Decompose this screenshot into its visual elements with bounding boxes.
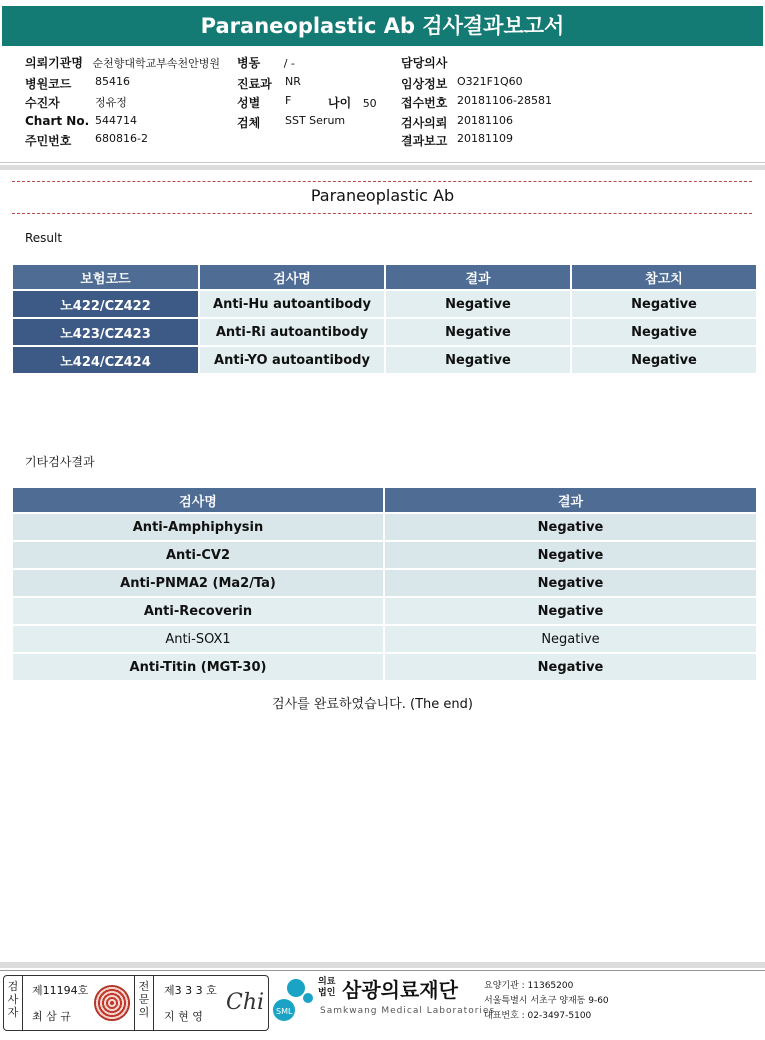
dashed-divider	[12, 213, 752, 214]
specialist-license: 제3 3 3 호	[164, 984, 217, 997]
info-row: Chart No. 544714	[25, 114, 137, 128]
info-row: 병원코드 85416	[25, 75, 130, 91]
test-result: Negative	[386, 347, 570, 373]
logo-text: SML	[276, 1007, 293, 1016]
info-row: 결과보고 20181109	[401, 132, 513, 148]
info-row: 성별 F	[237, 94, 292, 110]
info-row: 임상정보 O321F1Q60	[401, 75, 523, 91]
signature-box	[3, 975, 269, 1031]
test-name: Anti-Amphiphysin	[13, 514, 383, 540]
logo-circle	[303, 993, 313, 1003]
test-name: Anti-Titin (MGT-30)	[13, 654, 383, 680]
test-result: Negative	[385, 542, 756, 568]
specialist-label: 전문의	[138, 980, 150, 1019]
column-header: 보험코드	[13, 265, 198, 289]
test-result: Negative	[385, 626, 756, 652]
tester-license: 제11194호	[32, 984, 89, 997]
table-row	[13, 514, 756, 540]
insurance-code: 노422/CZ422	[13, 291, 198, 317]
test-result: Negative	[386, 319, 570, 345]
info-row: 수진자 정유정	[25, 96, 127, 110]
insurance-code: 노424/CZ424	[13, 347, 198, 373]
divider-band	[0, 165, 765, 170]
info-row: 의뢰기관명 순천향대학교부속천안병원	[25, 56, 220, 70]
signature: Chi	[226, 990, 265, 1015]
test-result: Negative	[385, 654, 756, 680]
divider	[0, 162, 765, 163]
insurance-code: 노423/CZ423	[13, 319, 198, 345]
result-label: Result	[25, 231, 63, 245]
table-row	[13, 654, 756, 680]
column-header: 참고치	[572, 265, 756, 289]
table-header-row	[13, 265, 756, 289]
info-row: 진료과 NR	[237, 75, 301, 91]
other-results-table	[11, 486, 758, 682]
report-title: Paraneoplastic Ab 검사결과보고서	[2, 6, 763, 46]
org-english: Samkwang Medical Laboratories	[320, 1006, 496, 1016]
table-row	[13, 347, 756, 373]
specialist-name: 지 현 영	[164, 1010, 203, 1023]
result-table	[11, 263, 758, 375]
column-header: 검사명	[200, 265, 384, 289]
reference-value: Negative	[572, 347, 756, 373]
test-result: Negative	[385, 598, 756, 624]
age-info: 나이 50	[328, 96, 377, 110]
footer-divider	[0, 970, 765, 971]
footer-band	[0, 962, 765, 968]
test-name: Anti-YO autoantibody	[200, 347, 384, 373]
test-result: Negative	[385, 514, 756, 540]
table-row	[13, 570, 756, 596]
org-code: 요양기관 : 11365200	[484, 981, 574, 991]
table-row	[13, 598, 756, 624]
dashed-divider	[12, 181, 752, 182]
info-row: 담당의사	[401, 56, 448, 70]
info-row: 검사의뢰 20181106	[401, 114, 513, 130]
test-name: Anti-SOX1	[13, 626, 383, 652]
reference-value: Negative	[572, 319, 756, 345]
reference-value: Negative	[572, 291, 756, 317]
column-header: 결과	[386, 265, 570, 289]
tester-name: 최 삼 규	[32, 1010, 71, 1023]
org-name: 삼광의료재단	[342, 978, 458, 1002]
org-prefix: 의료법인	[318, 977, 336, 998]
table-header-row	[13, 488, 756, 512]
column-header: 검사명	[13, 488, 383, 512]
table-row	[13, 626, 756, 652]
test-name: Anti-Ri autoantibody	[200, 319, 384, 345]
table-row	[13, 291, 756, 317]
end-statement: 검사를 완료하였습니다. (The end)	[272, 697, 473, 712]
test-name: Anti-PNMA2 (Ma2/Ta)	[13, 570, 383, 596]
org-phone: 대표번호 : 02-3497-5100	[484, 1011, 592, 1021]
other-results-label: 기타검사결과	[25, 455, 95, 469]
logo-circle	[287, 979, 305, 997]
sml-logo-icon	[272, 976, 314, 1022]
test-result: Negative	[385, 570, 756, 596]
column-header: 결과	[385, 488, 756, 512]
table-row	[13, 542, 756, 568]
tester-label: 검사자	[7, 980, 19, 1019]
test-name: Anti-Recoverin	[13, 598, 383, 624]
section-title: Paraneoplastic Ab	[310, 186, 455, 205]
info-row: 검체 SST Serum	[237, 114, 346, 130]
test-result: Negative	[386, 291, 570, 317]
info-row: 주민번호 680816-2	[25, 132, 148, 148]
info-row: 접수번호 20181106-28581	[401, 94, 552, 110]
test-name: Anti-Hu autoantibody	[200, 291, 384, 317]
info-row: 병동 / -	[237, 56, 295, 70]
table-row	[13, 319, 756, 345]
test-name: Anti-CV2	[13, 542, 383, 568]
org-address: 서울특별시 서초구 양재동 9-60	[484, 996, 609, 1006]
